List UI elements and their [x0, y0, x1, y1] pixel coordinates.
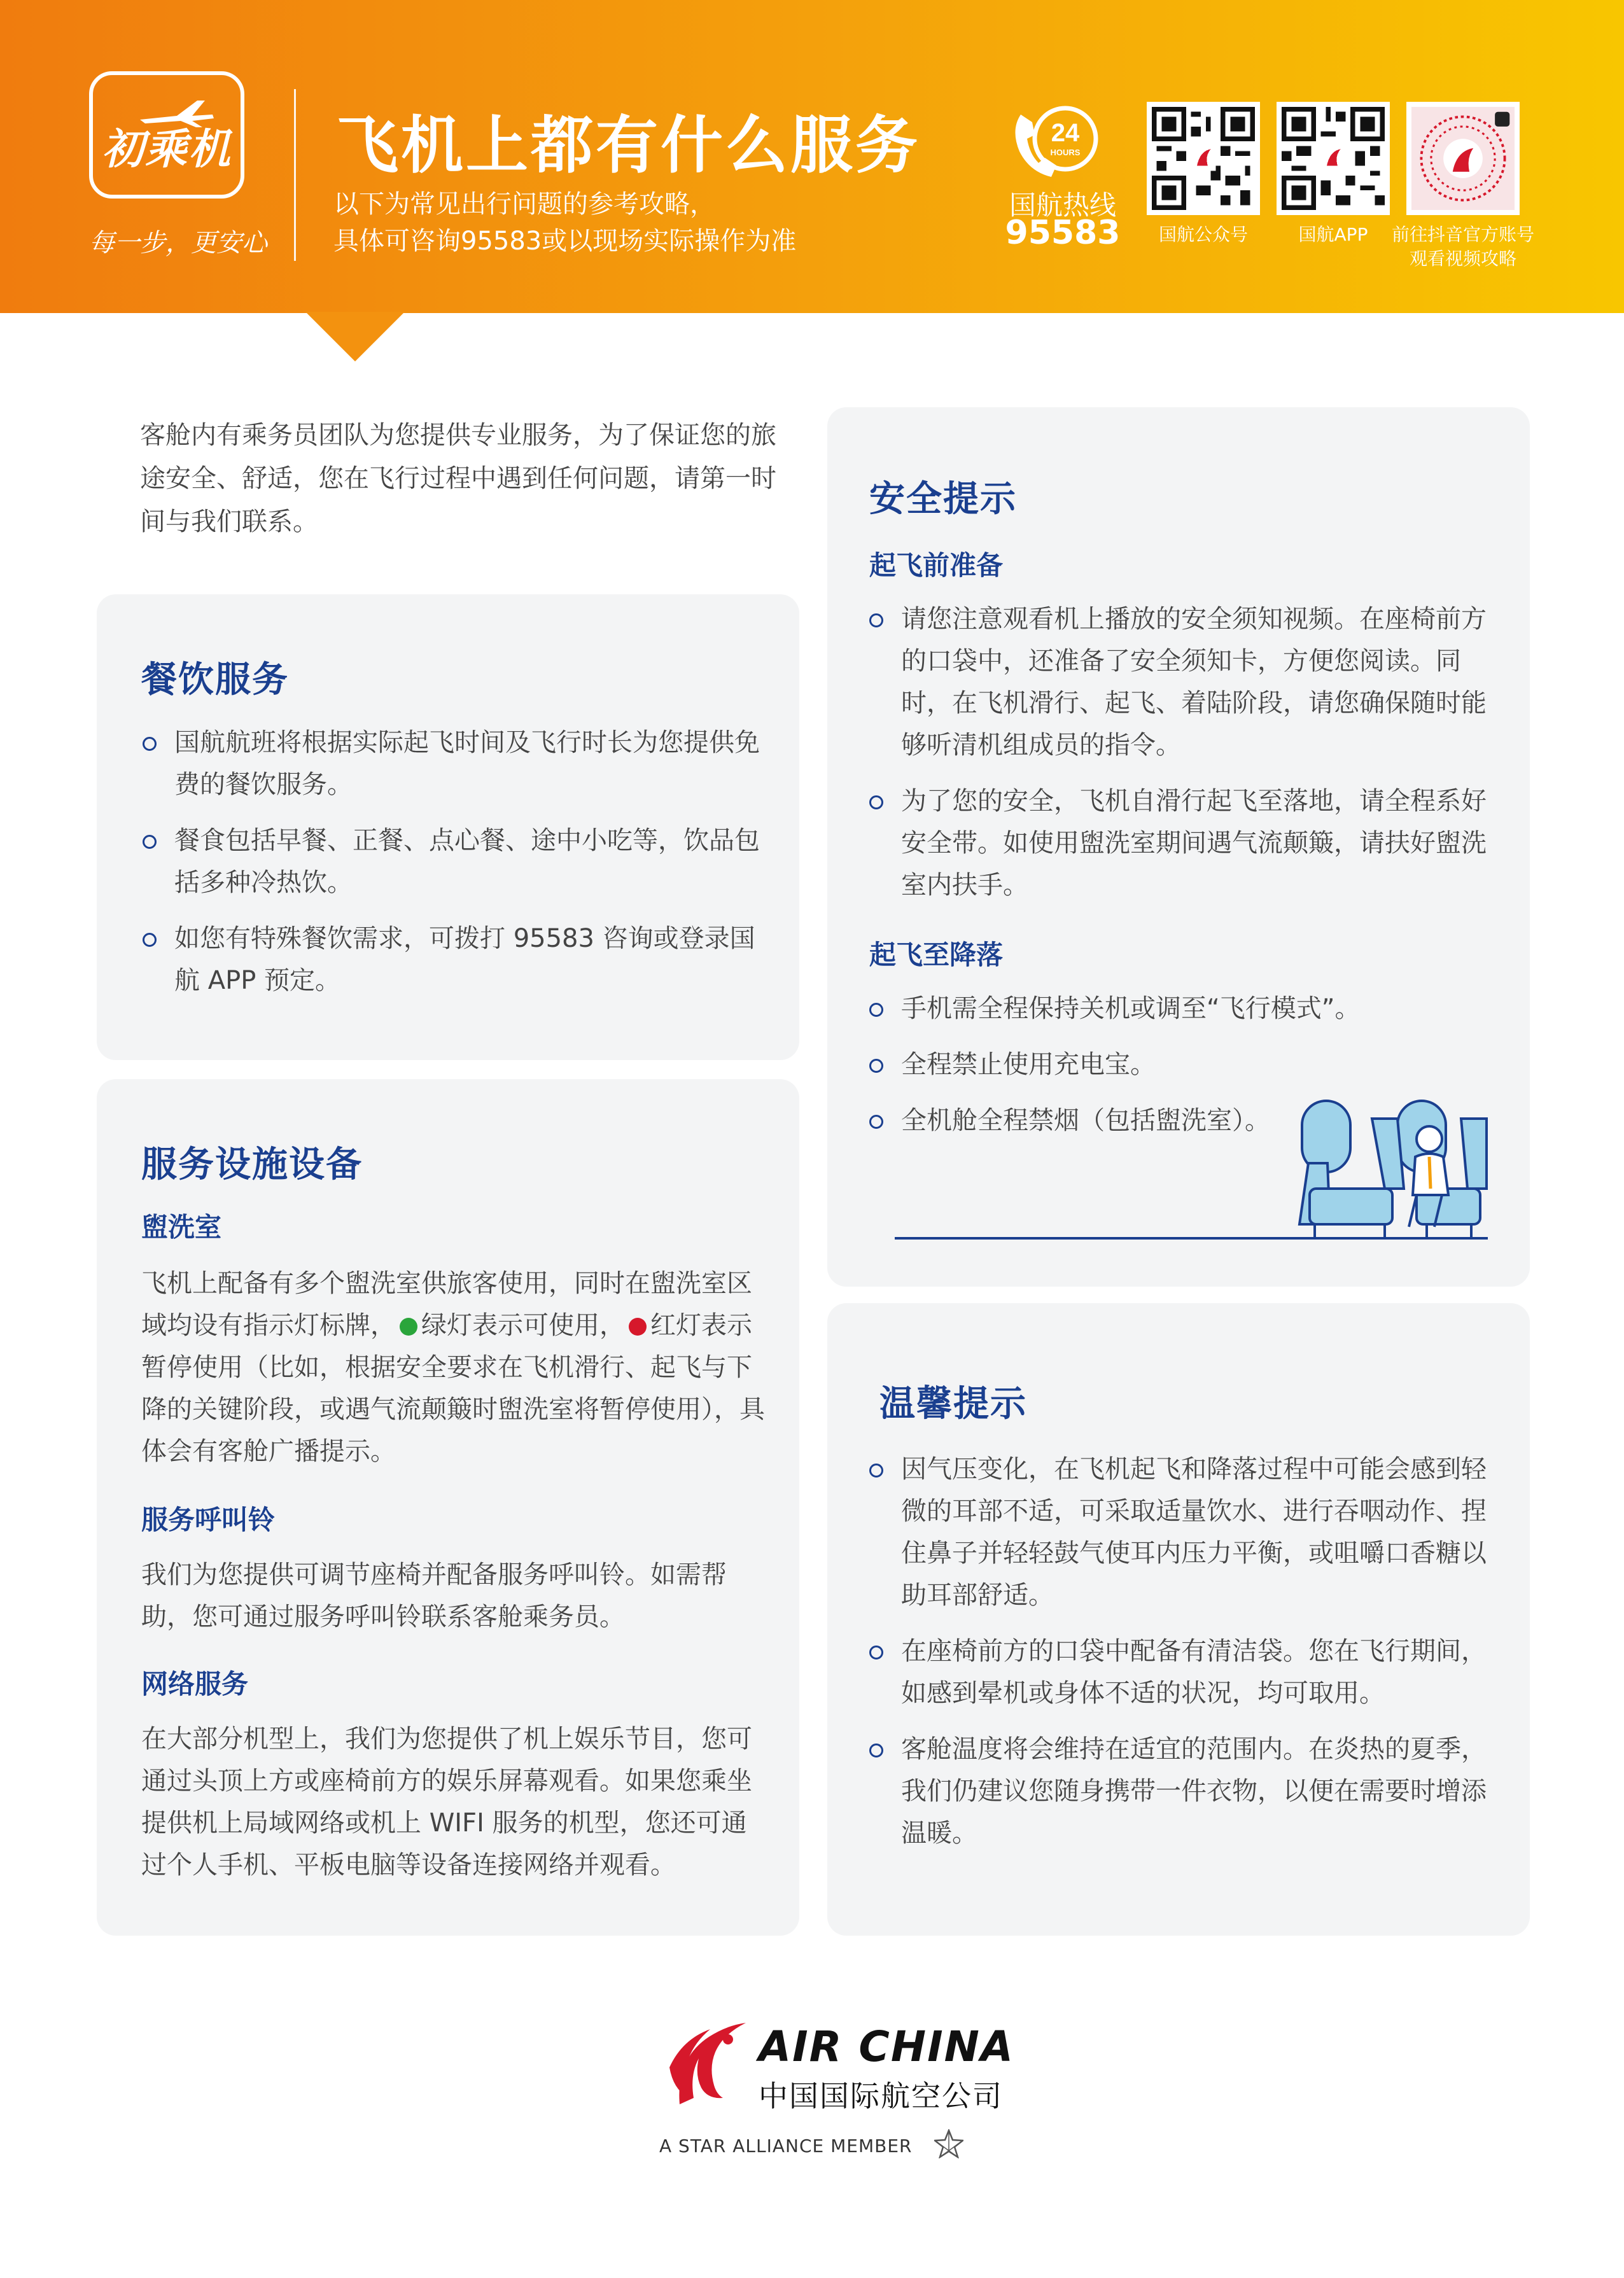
- red-light-icon: [629, 1318, 647, 1336]
- list-item: 请您注意观看机上播放的安全须知视频。在座椅前方的口袋中，还准备了安全须知卡，方便您阅读。同时，在飞机滑行、起飞、着陆阶段，请您确保随时能够听清机组成员的指令。: [869, 598, 1506, 766]
- list-item: 餐食包括早餐、正餐、点心餐、途中小吃等，饮品包括多种冷热饮。: [143, 820, 766, 904]
- qr-code-douyin[interactable]: [1406, 102, 1520, 215]
- bullet-circle-icon: [143, 737, 157, 751]
- phone-24h-icon: [1007, 99, 1101, 182]
- hotline-number[interactable]: 95583: [1005, 214, 1121, 252]
- hotline-label: 国航热线: [1009, 190, 1116, 221]
- star-alliance-text: A STAR ALLIANCE MEMBER: [659, 2135, 913, 2156]
- safety-title: 安全提示: [869, 479, 1017, 520]
- page-title: 飞机上都有什么服务: [336, 109, 921, 182]
- intro-text: 客舱内有乘务员团队为您提供专业服务，为了保证您的旅途安全、舒适，您在飞行过程中遇到任何问题，请第一时间与我们联系。: [140, 421, 776, 536]
- tips-list: [869, 1448, 1506, 1854]
- air-china-brand: AIR CHINA: [759, 2022, 1014, 2071]
- bullet-circle-icon: [143, 933, 157, 947]
- facilities-card: [97, 1079, 799, 1936]
- qr-code-icon: [1411, 107, 1515, 210]
- qr-label-douyin-line-1: 前往抖音官方账号: [1391, 224, 1534, 245]
- green-light-icon: [400, 1318, 417, 1336]
- list-item: 在座椅前方的口袋中配备有清洁袋。您在飞行期间，如感到晕机或身体不适的状况，均可取用。: [869, 1630, 1506, 1714]
- qr-label-app: 国航APP: [1298, 224, 1368, 245]
- list-item: 为了您的安全，飞机自滑行起飞至落地，请全程系好安全带。如使用盥洗室期间遇气流颠簸，请扶好盥洗室内扶手。: [869, 780, 1506, 906]
- bullet-circle-icon: [869, 1115, 883, 1129]
- bullet-circle-icon: [143, 835, 157, 849]
- header-pointer: [305, 312, 405, 361]
- list-item: 因气压变化，在飞机起飞和降落过程中可能会感到轻微的耳部不适，可采取适量饮水、进行吞咽动作、捏住鼻子并轻轻鼓气使耳内压力平衡，或咀嚼口香糖以助耳部舒适。: [869, 1448, 1506, 1616]
- list-item: 全机舱全程禁烟（包括盥洗室）。: [869, 1100, 1506, 1142]
- logo-slogan: 每一步，更安心: [89, 228, 267, 258]
- dining-list: [143, 722, 766, 1002]
- cabin-seat-illustration: [895, 1093, 1493, 1259]
- list-item: 国航航班将根据实际起飞时间及飞行时长为您提供免费的餐饮服务。: [143, 722, 766, 806]
- header-banner: [0, 0, 1624, 313]
- page-subtitle: [333, 186, 796, 260]
- network-text: 在大部分机型上，我们为您提供了机上娱乐节目，您可通过头顶上方或座椅前方的娱乐屏幕观看。如果您乘坐提供机上局域网络或机上 WIFI 服务的机型，您还可通过个人手机、平板电脑等设备连接网络并观看。: [141, 1724, 752, 1880]
- qr-code-app[interactable]: [1277, 102, 1390, 215]
- qr-label-wechat: 国航公众号: [1158, 224, 1248, 245]
- qr-label-douyin-line-2: 观看视频攻略: [1409, 248, 1516, 269]
- bullet-circle-icon: [869, 1743, 883, 1757]
- before-takeoff-list: [869, 598, 1506, 906]
- qr-code-wechat[interactable]: [1147, 102, 1260, 215]
- logo-text: 初乘机: [102, 124, 232, 174]
- facilities-title: 服务设施设备: [141, 1144, 363, 1185]
- star-alliance-icon: [934, 2129, 963, 2158]
- during-flight-title: 起飞至降落: [869, 939, 1004, 970]
- bullet-circle-icon: [869, 613, 883, 627]
- bullet-circle-icon: [869, 1646, 883, 1660]
- header-divider: [294, 89, 296, 261]
- dining-title: 餐饮服务: [141, 659, 289, 701]
- hotline-badge-text: 24: [1051, 119, 1080, 147]
- call-bell-text: 我们为您提供可调节座椅并配备服务呼叫铃。如需帮助，您可通过服务呼叫铃联系客舱乘务员。: [141, 1560, 727, 1632]
- bullet-circle-icon: [869, 1464, 883, 1478]
- air-china-brand-cn: 中国国际航空公司: [759, 2079, 1003, 2113]
- before-takeoff-title: 起飞前准备: [869, 550, 1004, 581]
- dining-card: [97, 594, 799, 1060]
- list-item: 手机需全程保持关机或调至“飞行模式”。: [869, 988, 1506, 1030]
- hotline-badge-sub: HOURS: [1050, 148, 1081, 157]
- chuchengji-logo: [89, 71, 244, 199]
- call-bell-title: 服务呼叫铃: [141, 1504, 276, 1535]
- qr-label-douyin: [1381, 223, 1545, 271]
- subtitle-line-2: 具体可咨询95583或以现场实际操作为准: [333, 227, 797, 256]
- network-title: 网络服务: [141, 1668, 249, 1700]
- lavatory-title: 盥洗室: [141, 1212, 222, 1243]
- plane-icon: [139, 97, 215, 129]
- bullet-circle-icon: [869, 795, 883, 809]
- lavatory-text: 飞机上配备有多个盥洗室供旅客使用，同时在盥洗室区域均设有指示灯标牌， 绿灯表示可使用， 红灯表示暂停使用（比如，根据安全要求在飞机滑行、起飞与下降的关键阶段，或遇气流颠簸时盥洗室将暂停使用），具体会有客舱广播提示。: [141, 1269, 765, 1466]
- list-item: 如您有特殊餐饮需求，可拨打 95583 咨询或登录国航 APP 预定。: [143, 918, 766, 1002]
- bullet-circle-icon: [869, 1003, 883, 1017]
- list-item: 客舱温度将会维持在适宜的范围内。在炎热的夏季，我们仍建议您随身携带一件衣物，以便在需要时增添温暖。: [869, 1728, 1506, 1854]
- air-china-phoenix-icon: [657, 2014, 752, 2109]
- tips-title: 温馨提示: [879, 1383, 1027, 1425]
- qr-code-icon: [1282, 107, 1385, 210]
- tips-card: [827, 1303, 1530, 1936]
- subtitle-line-1: 以下为常见出行问题的参考攻略，: [333, 190, 715, 219]
- bullet-circle-icon: [869, 1059, 883, 1073]
- list-item: 全程禁止使用充电宝。: [869, 1044, 1506, 1086]
- qr-code-icon: [1152, 107, 1255, 210]
